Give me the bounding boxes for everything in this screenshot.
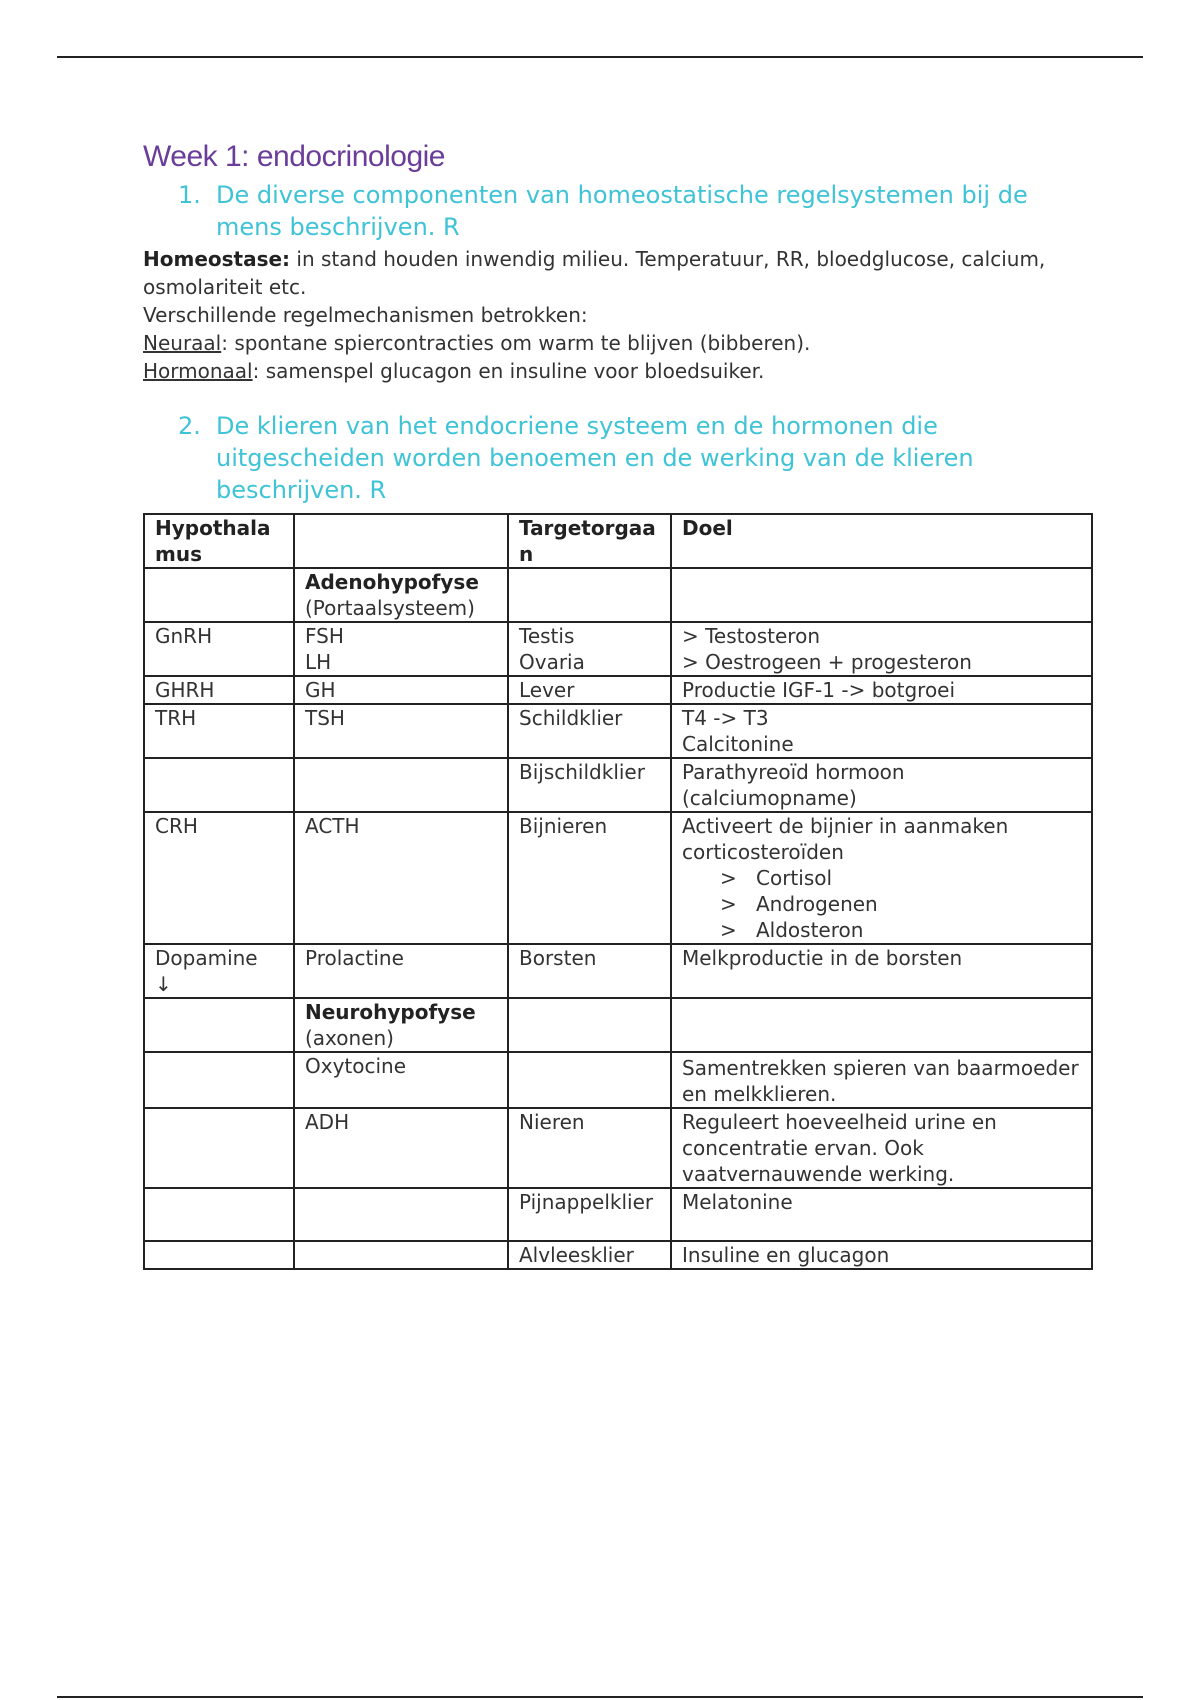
cell-insuline: Insuline en glucagon xyxy=(671,1241,1092,1269)
table-row xyxy=(144,1188,1092,1241)
table-row xyxy=(144,676,1092,704)
cell-lever: Lever xyxy=(508,676,671,704)
cell-melkproductie: Melkproductie in de borsten xyxy=(671,944,1092,998)
table-row xyxy=(144,704,1092,758)
cell-pth xyxy=(671,758,1092,812)
header-rule xyxy=(57,56,1143,58)
arrow-icon: > xyxy=(720,918,737,942)
header-hypofyse xyxy=(294,514,508,568)
header-hypothalamus: Hypothalamus xyxy=(144,514,294,568)
adenohypofyse-sub: (Portaalsysteem) xyxy=(305,596,475,620)
corticosteroid-list xyxy=(682,865,1083,943)
section-1-heading xyxy=(178,179,1078,243)
neuraal-label: Neuraal xyxy=(143,331,222,355)
section-1-title: De diverse componenten van homeostatische regelsystemen bij de mens beschrijven. R xyxy=(216,181,1028,241)
table-row xyxy=(144,622,1092,676)
cell-bijnier-text: Activeert de bijnier in aanmaken corticosteroïden xyxy=(682,814,1009,864)
table-row xyxy=(144,1241,1092,1269)
table-row xyxy=(144,998,1092,1052)
list-item xyxy=(682,865,1083,891)
cell-calcitonine: Calcitonine xyxy=(682,732,794,756)
section-2-title: De klieren van het endocriene systeem en de hormonen die uitgescheiden worden benoemen en de werking van de klieren beschrijven. R xyxy=(216,412,974,504)
neuraal-text: : spontane spiercontracties om warm te blijven (bibberen). xyxy=(221,331,811,355)
cell-oestrogeen: > Oestrogeen + progesteron xyxy=(682,650,972,674)
list-item xyxy=(682,917,1083,943)
cell-pth-sub: (calciumopname) xyxy=(682,786,857,810)
cell-t4-t3: T4 -> T3 xyxy=(682,706,769,730)
adenohypofyse-label: Adenohypofyse xyxy=(305,570,479,594)
table-row xyxy=(144,944,1092,998)
header-targetorgaan: Targetorgaan xyxy=(508,514,671,568)
header-doel: Doel xyxy=(671,514,1092,568)
footer-rule xyxy=(57,1696,1143,1698)
section-2-number: 2. xyxy=(178,412,201,440)
cell-bijnieren: Bijnieren xyxy=(508,812,671,944)
hormonaal-text: : samenspel glucagon en insuline voor bloedsuiker. xyxy=(252,359,765,383)
table-header-row xyxy=(144,514,1092,568)
arrow-icon: > xyxy=(720,866,737,890)
cell-adh-doel: Reguleert hoeveelheid urine en concentratie ervan. Ook vaatvernauwende werking. xyxy=(671,1108,1092,1188)
list-item xyxy=(682,891,1083,917)
page-title: Week 1: endocrinologie xyxy=(143,140,445,173)
homeostasis-definition xyxy=(143,245,1093,301)
homeostasis-term: Homeostase: xyxy=(143,247,291,271)
endocrine-table xyxy=(143,513,1093,1270)
arrow-icon: > xyxy=(720,892,737,916)
mechanisms-intro: Verschillende regelmechanismen betrokken: xyxy=(143,303,588,327)
table-row xyxy=(144,1052,1092,1108)
neurohypofyse-sub: (axonen) xyxy=(305,1026,394,1050)
hormonaal-label: Hormonaal xyxy=(143,359,253,383)
cell-tsh: TSH xyxy=(294,704,508,758)
section-1-number: 1. xyxy=(178,181,201,209)
cell-trh: TRH xyxy=(144,704,294,758)
table-row xyxy=(144,1108,1092,1188)
table-row xyxy=(144,812,1092,944)
cell-lh: LH xyxy=(305,650,332,674)
table-row xyxy=(144,568,1092,622)
cell-prolactine: Prolactine xyxy=(294,944,508,998)
cell-alvleesklier: Alvleesklier xyxy=(508,1241,671,1269)
bullet-text: Cortisol xyxy=(756,866,833,890)
cell-trh-doel xyxy=(671,704,1092,758)
cell-acth: ACTH xyxy=(294,812,508,944)
homeostasis-text xyxy=(143,245,1093,385)
cell-gh: GH xyxy=(294,676,508,704)
cell-testosteron: > Testosteron xyxy=(682,624,820,648)
bullet-text: Aldosteron xyxy=(756,918,864,942)
hormonaal-line xyxy=(143,357,1093,385)
cell-adh: ADH xyxy=(294,1108,508,1188)
cell-gnrh-doel xyxy=(671,622,1092,676)
down-arrow-icon: ↓ xyxy=(155,972,172,996)
table-row xyxy=(144,758,1092,812)
cell-dopamine-label: Dopamine xyxy=(155,946,258,970)
cell-nieren: Nieren xyxy=(508,1108,671,1188)
cell-pijnappelklier: Pijnappelklier xyxy=(508,1188,671,1241)
cell-fsh: FSH xyxy=(305,624,344,648)
cell-crh-doel xyxy=(671,812,1092,944)
cell-melatonine: Melatonine xyxy=(671,1188,1092,1241)
cell-schildklier: Schildklier xyxy=(508,704,671,758)
cell-ghrh: GHRH xyxy=(144,676,294,704)
cell-oxytocine-doel: Samentrekken spieren van baarmoeder en melkklieren. xyxy=(671,1052,1092,1108)
section-2-heading xyxy=(178,410,1078,506)
cell-testis: Testis xyxy=(519,624,575,648)
cell-testis-ovaria xyxy=(508,622,671,676)
cell-gnrh: GnRH xyxy=(144,622,294,676)
cell-crh: CRH xyxy=(144,812,294,944)
cell-igf1: Productie IGF-1 -> botgroei xyxy=(671,676,1092,704)
bullet-text: Androgenen xyxy=(756,892,878,916)
cell-oxytocine: Oxytocine xyxy=(294,1052,508,1108)
homeostasis-definition-text: in stand houden inwendig milieu. Temperatuur, RR, bloedglucose, calcium, osmolariteit etc. xyxy=(143,247,1046,299)
neurohypofyse-label: Neurohypofyse xyxy=(305,1000,476,1024)
cell-borsten: Borsten xyxy=(508,944,671,998)
neurohypofyse-cell xyxy=(294,998,508,1052)
cell-bijschildklier: Bijschildklier xyxy=(508,758,671,812)
adenohypofyse-cell xyxy=(294,568,508,622)
cell-pth-label: Parathyreoïd hormoon xyxy=(682,760,905,784)
cell-dopamine xyxy=(144,944,294,998)
neuraal-line xyxy=(143,329,1093,357)
cell-fsh-lh xyxy=(294,622,508,676)
cell-ovaria: Ovaria xyxy=(519,650,585,674)
